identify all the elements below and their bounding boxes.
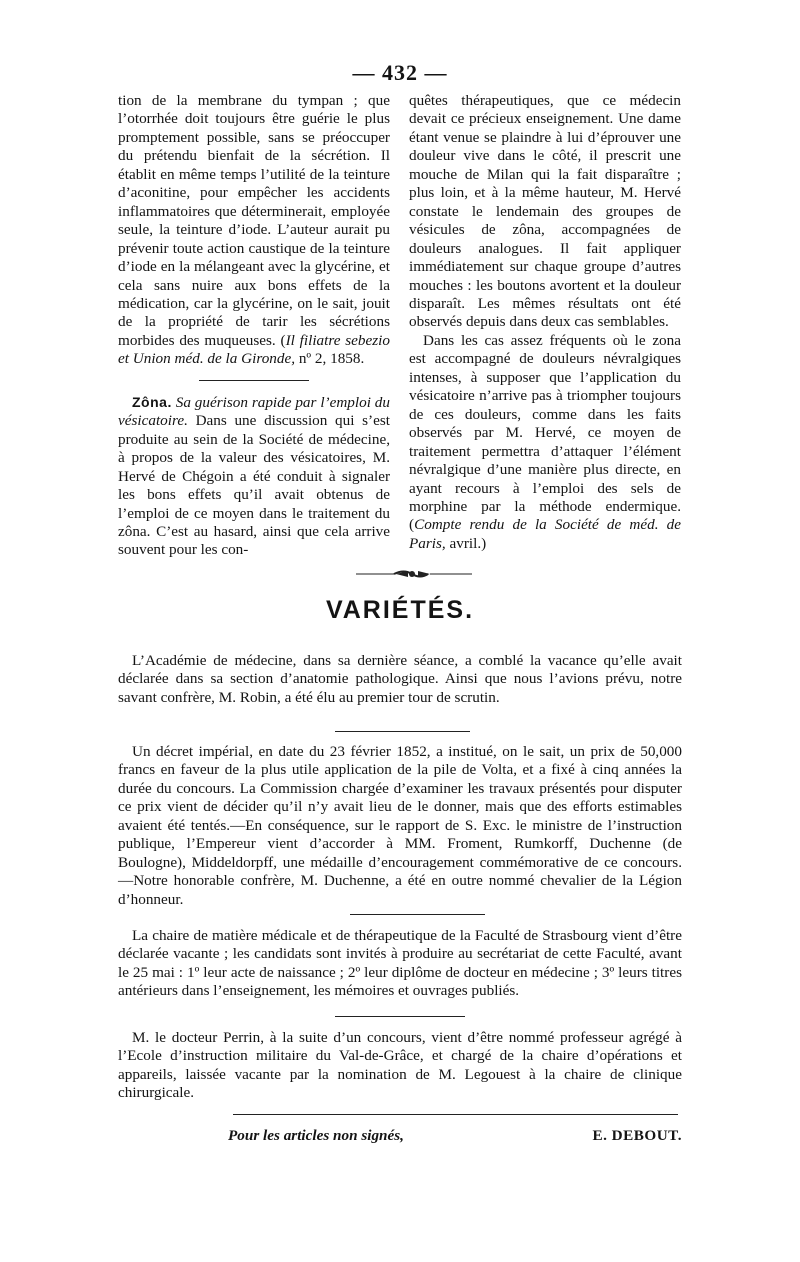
news-item: La chaire de matière médicale et de thérapeutique de la Faculté de Strasbourg vient d’être déclarée vacante ; les candidats sont invités à produire au secrétariat de cette Faculté, avant le 25 mai : 1º leur acte de naissance ; 2º leur diplôme de docteur en médecine ; 3º leurs titres antérieurs dans l’enseignement, les mémoires et ouvrages publiés. (118, 927, 682, 1000)
section-heading: VARIÉTÉS. (325, 596, 475, 624)
otorrhea-text: tion de la membrane du tympan ; que l’otorrhée doit toujours être guérie le plus promptement possible, sans se préoccuper du prétendu bienfait de la sécrétion. Il établit en même temps l’utilité de la teinture d’aconitine, pour empêcher les accidents inflammatoires que déterminerait, employée seule, la teinture d’iode. L’auteur aurait pu prévenir toute action caustique de la teinture d’iode en la mélangeant avec la glycérine, et cela sans nuire aux bons effets de la médication, car la glycérine, on le sait, jouit de la propriété de tarir les sécrétions morbides des muqueuses. ( (118, 92, 390, 349)
page-number: — 432 — (352, 60, 448, 85)
news-item: L’Académie de médecine, dans sa dernière séance, a comblé la vacance qu’elle avait déclarée dans sa section d’anatomie pathologique. Ainsi que nous l’avions prévu, notre savant confrère, M. Robin, a été élu au premier tour de scrutin. (118, 652, 682, 706)
news-separator (335, 1016, 465, 1017)
news-separator (335, 731, 470, 732)
left-column-paragraph (118, 92, 390, 369)
citation-issue: nº 2, 1858. (295, 350, 365, 368)
neuralgia-text: Dans les cas assez fréquents où le zona est accompagné de douleurs névralgiques intenses, à supposer que l’application du vésicatoire n’arrive pas à triompher toujours de ces douleurs, comme dans les faits observés par M. Hervé, ce moyen de traitement permettra d’attaquer l’élément névralgique d’une manière plus directe, en ayant recours à l’emploi des sels de morphine par la méthode endermique. ( (409, 331, 681, 534)
article-separator (199, 380, 309, 381)
source-citation: Compte rendu de la Société de méd. de Paris, (409, 516, 681, 552)
signature-rule (233, 1114, 678, 1115)
ornament-divider (354, 569, 474, 579)
signature-note: Pour les articles non signés, (228, 1127, 404, 1144)
editor-name: E. DEBOUT. (592, 1127, 682, 1144)
right-column (409, 92, 681, 553)
source-citation: Il filiatre sebezio et Union méd. de la Gironde, (118, 331, 390, 368)
right-column-paragraph: quêtes thérapeutiques, que ce médecin devait ce précieux enseignement. Une dame étant venue se plaindre à lui d’éprouver une douleur vive dans le côté, il prescrit une mouche de Milan qui la fait disparaître ; plus loin, et à la même hauteur, M. Hervé constate le lendemain des groupes de vésicules de zôna, accompagnées de douleurs analogues. Il fait appliquer immédiatement sur chaque groupe d’autres mouches : les boutons avortent et la douleur disparaît. Les mêmes résultats ont été observés depuis dans deux cas semblables. (409, 92, 681, 331)
news-item: Un décret impérial, en date du 23 février 1852, a institué, on le sait, un prix de 50,000 francs en faveur de la plus utile application de la pile de Volta, et a fixé à cinq années la durée du concours. La Commission chargée d’examiner les travaux présentés pour disputer ce prix vient de décider qu’il n’y avait lieu de le donner, mais que des efforts estimables avaient été tentés.—En conséquence, sur le rapport de S. Exc. le ministre de l’instruction publique, l’Empereur vient d’accorder à MM. Froment, Rumkorff, Duchenne (de Boulogne), Middeldorpff, une médaille d’encouragement commémorative de ce concours. —Notre honorable confrère, M. Duchenne, a été en outre nommé chevalier de la Légion d’honneur. (118, 743, 682, 908)
left-column (118, 92, 390, 560)
right-column-paragraph-2 (409, 332, 681, 553)
news-item: M. le docteur Perrin, à la suite d’un concours, vient d’être nommé professeur agrégé à l’Ecole d’instruction militaire du Val-de-Grâce, et chargé de la chaire d’opérations et appareils, laissée vacante par la nomination de M. Legouest à la chaire de clinique chirurgicale. (118, 1029, 682, 1102)
news-separator (350, 914, 485, 915)
citation-date: avril.) (445, 534, 487, 552)
article-subtitle: Sa guérison rapide par l’emploi du vésicatoire. (118, 393, 390, 430)
zona-text: Dans une discussion qui s’est produite au sein de la Société de médecine, à propos de la valeur des vésicatoires, M. Hervé de Chégoin a été conduit à signaler les bons effets qu’il avait obtenus de l’emploi de ce moyen dans le traitement du zôna. C’est au hasard, ainsi que cela arrive souvent pour les con- (118, 412, 390, 559)
article-title: Zôna. (132, 393, 172, 410)
zona-article (118, 393, 390, 560)
